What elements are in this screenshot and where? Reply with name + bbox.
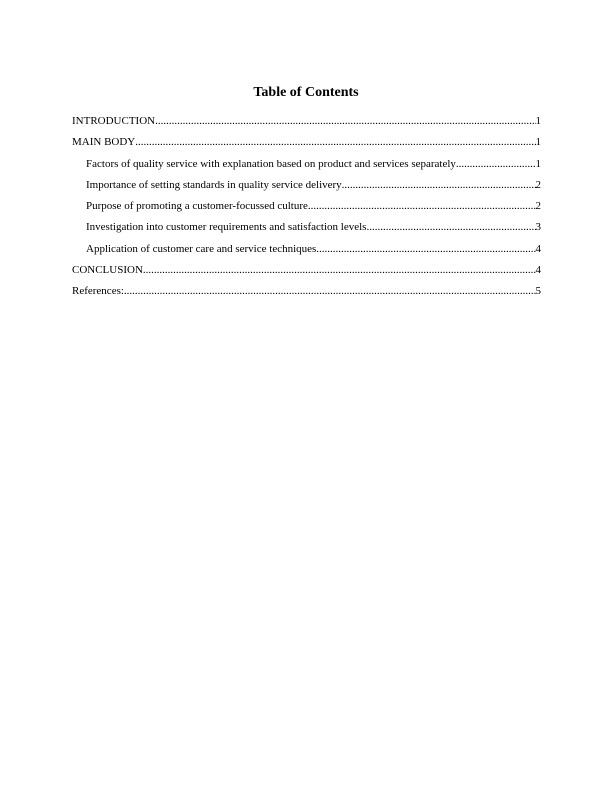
- toc-entry-label: Importance of setting standards in quality service delivery: [86, 178, 342, 191]
- toc-entry-label: References:: [72, 285, 124, 298]
- toc-page-number: 4: [535, 264, 541, 277]
- toc-dot-leader: [316, 242, 535, 256]
- toc-page-number: 4: [535, 242, 541, 255]
- toc-entry-label: INTRODUCTION: [72, 115, 156, 127]
- toc-page-number: 1: [535, 136, 541, 149]
- toc-entry-label: Factors of quality service with explanation based on product and services separately: [86, 157, 456, 170]
- toc-entry-references[interactable]: [72, 284, 541, 298]
- toc-entry-main-body[interactable]: [72, 135, 541, 149]
- toc-dot-leader: [155, 114, 535, 128]
- toc-page-number: 2: [535, 178, 541, 191]
- toc-dot-leader: [143, 263, 536, 277]
- toc-title: Table of Contents: [253, 85, 359, 100]
- toc-page-number: 2: [535, 200, 541, 213]
- toc-entry-label: Purpose of promoting a customer-focussed culture: [86, 200, 308, 213]
- toc-entry-customer-care-techniques[interactable]: [72, 242, 541, 256]
- toc-page-number: 5: [535, 285, 541, 298]
- toc-dot-leader: [456, 157, 536, 171]
- toc-entry-factors-of-quality-service[interactable]: [72, 157, 541, 171]
- table-of-contents: [72, 114, 541, 306]
- toc-dot-leader: [366, 220, 535, 234]
- toc-entry-customer-focussed-culture[interactable]: [72, 199, 541, 213]
- toc-dot-leader: [342, 178, 536, 192]
- toc-entry-introduction[interactable]: [72, 114, 541, 128]
- toc-entry-label: Investigation into customer requirements and satisfaction levels: [86, 221, 367, 234]
- toc-entry-label: MAIN BODY: [72, 136, 136, 149]
- toc-entry-importance-of-standards[interactable]: [72, 178, 541, 192]
- toc-page-number: 3: [535, 221, 541, 234]
- toc-dot-leader: [135, 135, 535, 149]
- toc-dot-leader: [124, 284, 536, 298]
- toc-entry-label: Application of customer care and service techniques: [86, 242, 317, 255]
- toc-entry-conclusion[interactable]: [72, 263, 541, 277]
- toc-dot-leader: [308, 199, 536, 213]
- toc-entry-label: CONCLUSION: [72, 264, 143, 277]
- toc-entry-customer-requirements[interactable]: [72, 220, 541, 234]
- toc-page-number: 1: [535, 115, 541, 127]
- toc-page-number: 1: [535, 157, 541, 170]
